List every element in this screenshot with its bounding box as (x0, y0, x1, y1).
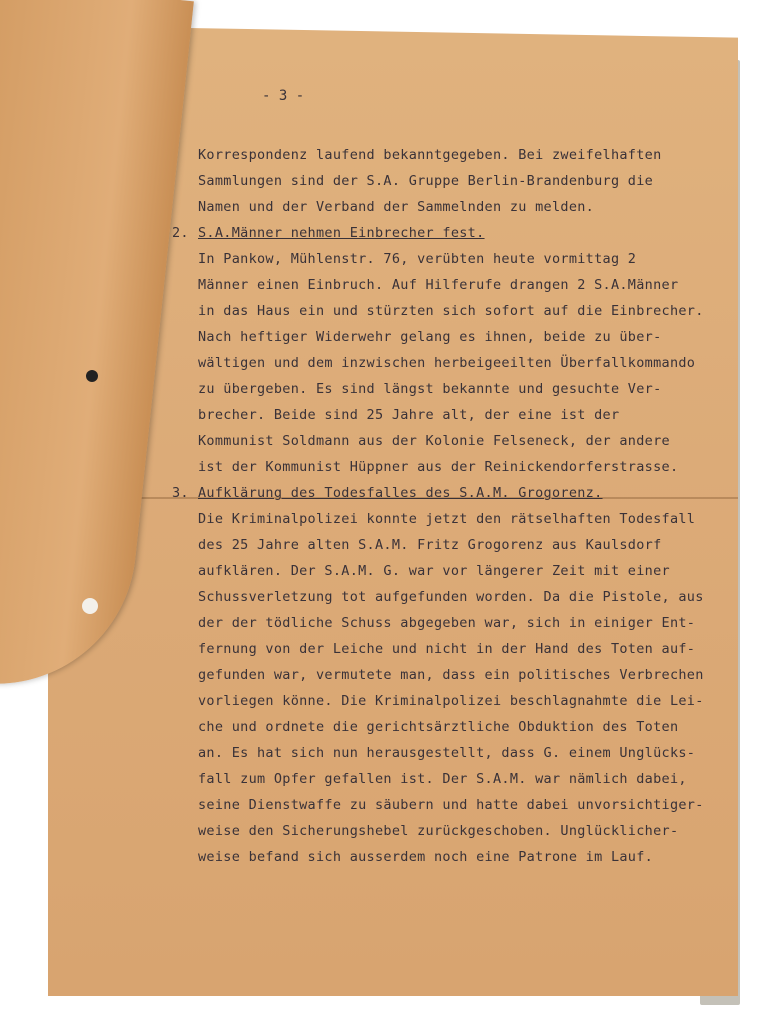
punch-hole-bottom (82, 598, 98, 614)
section-2-number: 2. (172, 225, 189, 241)
text-line: fall zum Opfer gefallen ist. Der S.A.M. war nämlich dabei, (198, 771, 687, 787)
page-number: - 3 - (262, 88, 305, 104)
text-line: Sammlungen sind der S.A. Gruppe Berlin-Brandenburg die (198, 173, 654, 189)
text-line: Die Kriminalpolizei konnte jetzt den rätselhaften Todesfall (198, 511, 696, 527)
text-line: wältigen und dem inzwischen herbeigeeilten Überfallkommando (198, 355, 696, 371)
text-line: vorliegen könne. Die Kriminalpolizei beschlagnahmte die Lei- (198, 693, 704, 709)
section-3-number: 3. (172, 485, 189, 501)
text-line: Kommunist Soldmann aus der Kolonie Felseneck, der andere (198, 433, 670, 449)
text-line: aufklären. Der S.A.M. G. war vor längerer Zeit mit einer (198, 563, 670, 579)
text-line: Korrespondenz laufend bekanntgegeben. Bei zweifelhaften (198, 147, 662, 163)
text-line: weise den Sicherungshebel zurückgeschoben. Unglücklicher- (198, 823, 679, 839)
text-line: Namen und der Verband der Sammelnden zu melden. (198, 199, 595, 215)
section-3-body (172, 506, 732, 870)
text-line: fernung von der Leiche und nicht in der Hand des Toten auf- (198, 641, 696, 657)
intro-paragraph (172, 142, 732, 220)
section-2-heading (172, 220, 732, 246)
section-2-body (172, 246, 732, 480)
section-3-heading (172, 480, 732, 506)
punch-hole-top (86, 370, 98, 382)
text-line: der der tödliche Schuss abgegeben war, sich in einiger Ent- (198, 615, 696, 631)
text-line: In Pankow, Mühlenstr. 76, verübten heute vormittag 2 (198, 251, 637, 267)
text-line: zu übergeben. Es sind längst bekannte und gesuchte Ver- (198, 381, 662, 397)
section-2-title: S.A.Männer nehmen Einbrecher fest. (198, 225, 485, 241)
text-line: des 25 Jahre alten S.A.M. Fritz Grogorenz aus Kaulsdorf (198, 537, 662, 553)
text-line: in das Haus ein und stürzten sich sofort auf die Einbrecher. (198, 303, 704, 319)
text-line: Schussverletzung tot aufgefunden worden. Da die Pistole, aus (198, 589, 704, 605)
text-line: ist der Kommunist Hüppner aus der Reinickendorferstrasse. (198, 459, 679, 475)
text-line: weise befand sich ausserdem noch eine Patrone im Lauf. (198, 849, 654, 865)
text-line: Nach heftiger Widerwehr gelang es ihnen, beide zu über- (198, 329, 662, 345)
text-line: seine Dienstwaffe zu säubern und hatte dabei unvorsichtiger- (198, 797, 704, 813)
text-line: an. Es hat sich nun herausgestellt, dass G. einem Unglücks- (198, 745, 696, 761)
text-line: Männer einen Einbruch. Auf Hilferufe drangen 2 S.A.Männer (198, 277, 679, 293)
text-line: gefunden war, vermutete man, dass ein politisches Verbrechen (198, 667, 704, 683)
section-3-title: Aufklärung des Todesfalles des S.A.M. Grogorenz. (198, 485, 603, 501)
text-line: che und ordnete die gerichtsärztliche Obduktion des Toten (198, 719, 679, 735)
typewritten-text (172, 90, 732, 870)
text-line: brecher. Beide sind 25 Jahre alt, der eine ist der (198, 407, 620, 423)
